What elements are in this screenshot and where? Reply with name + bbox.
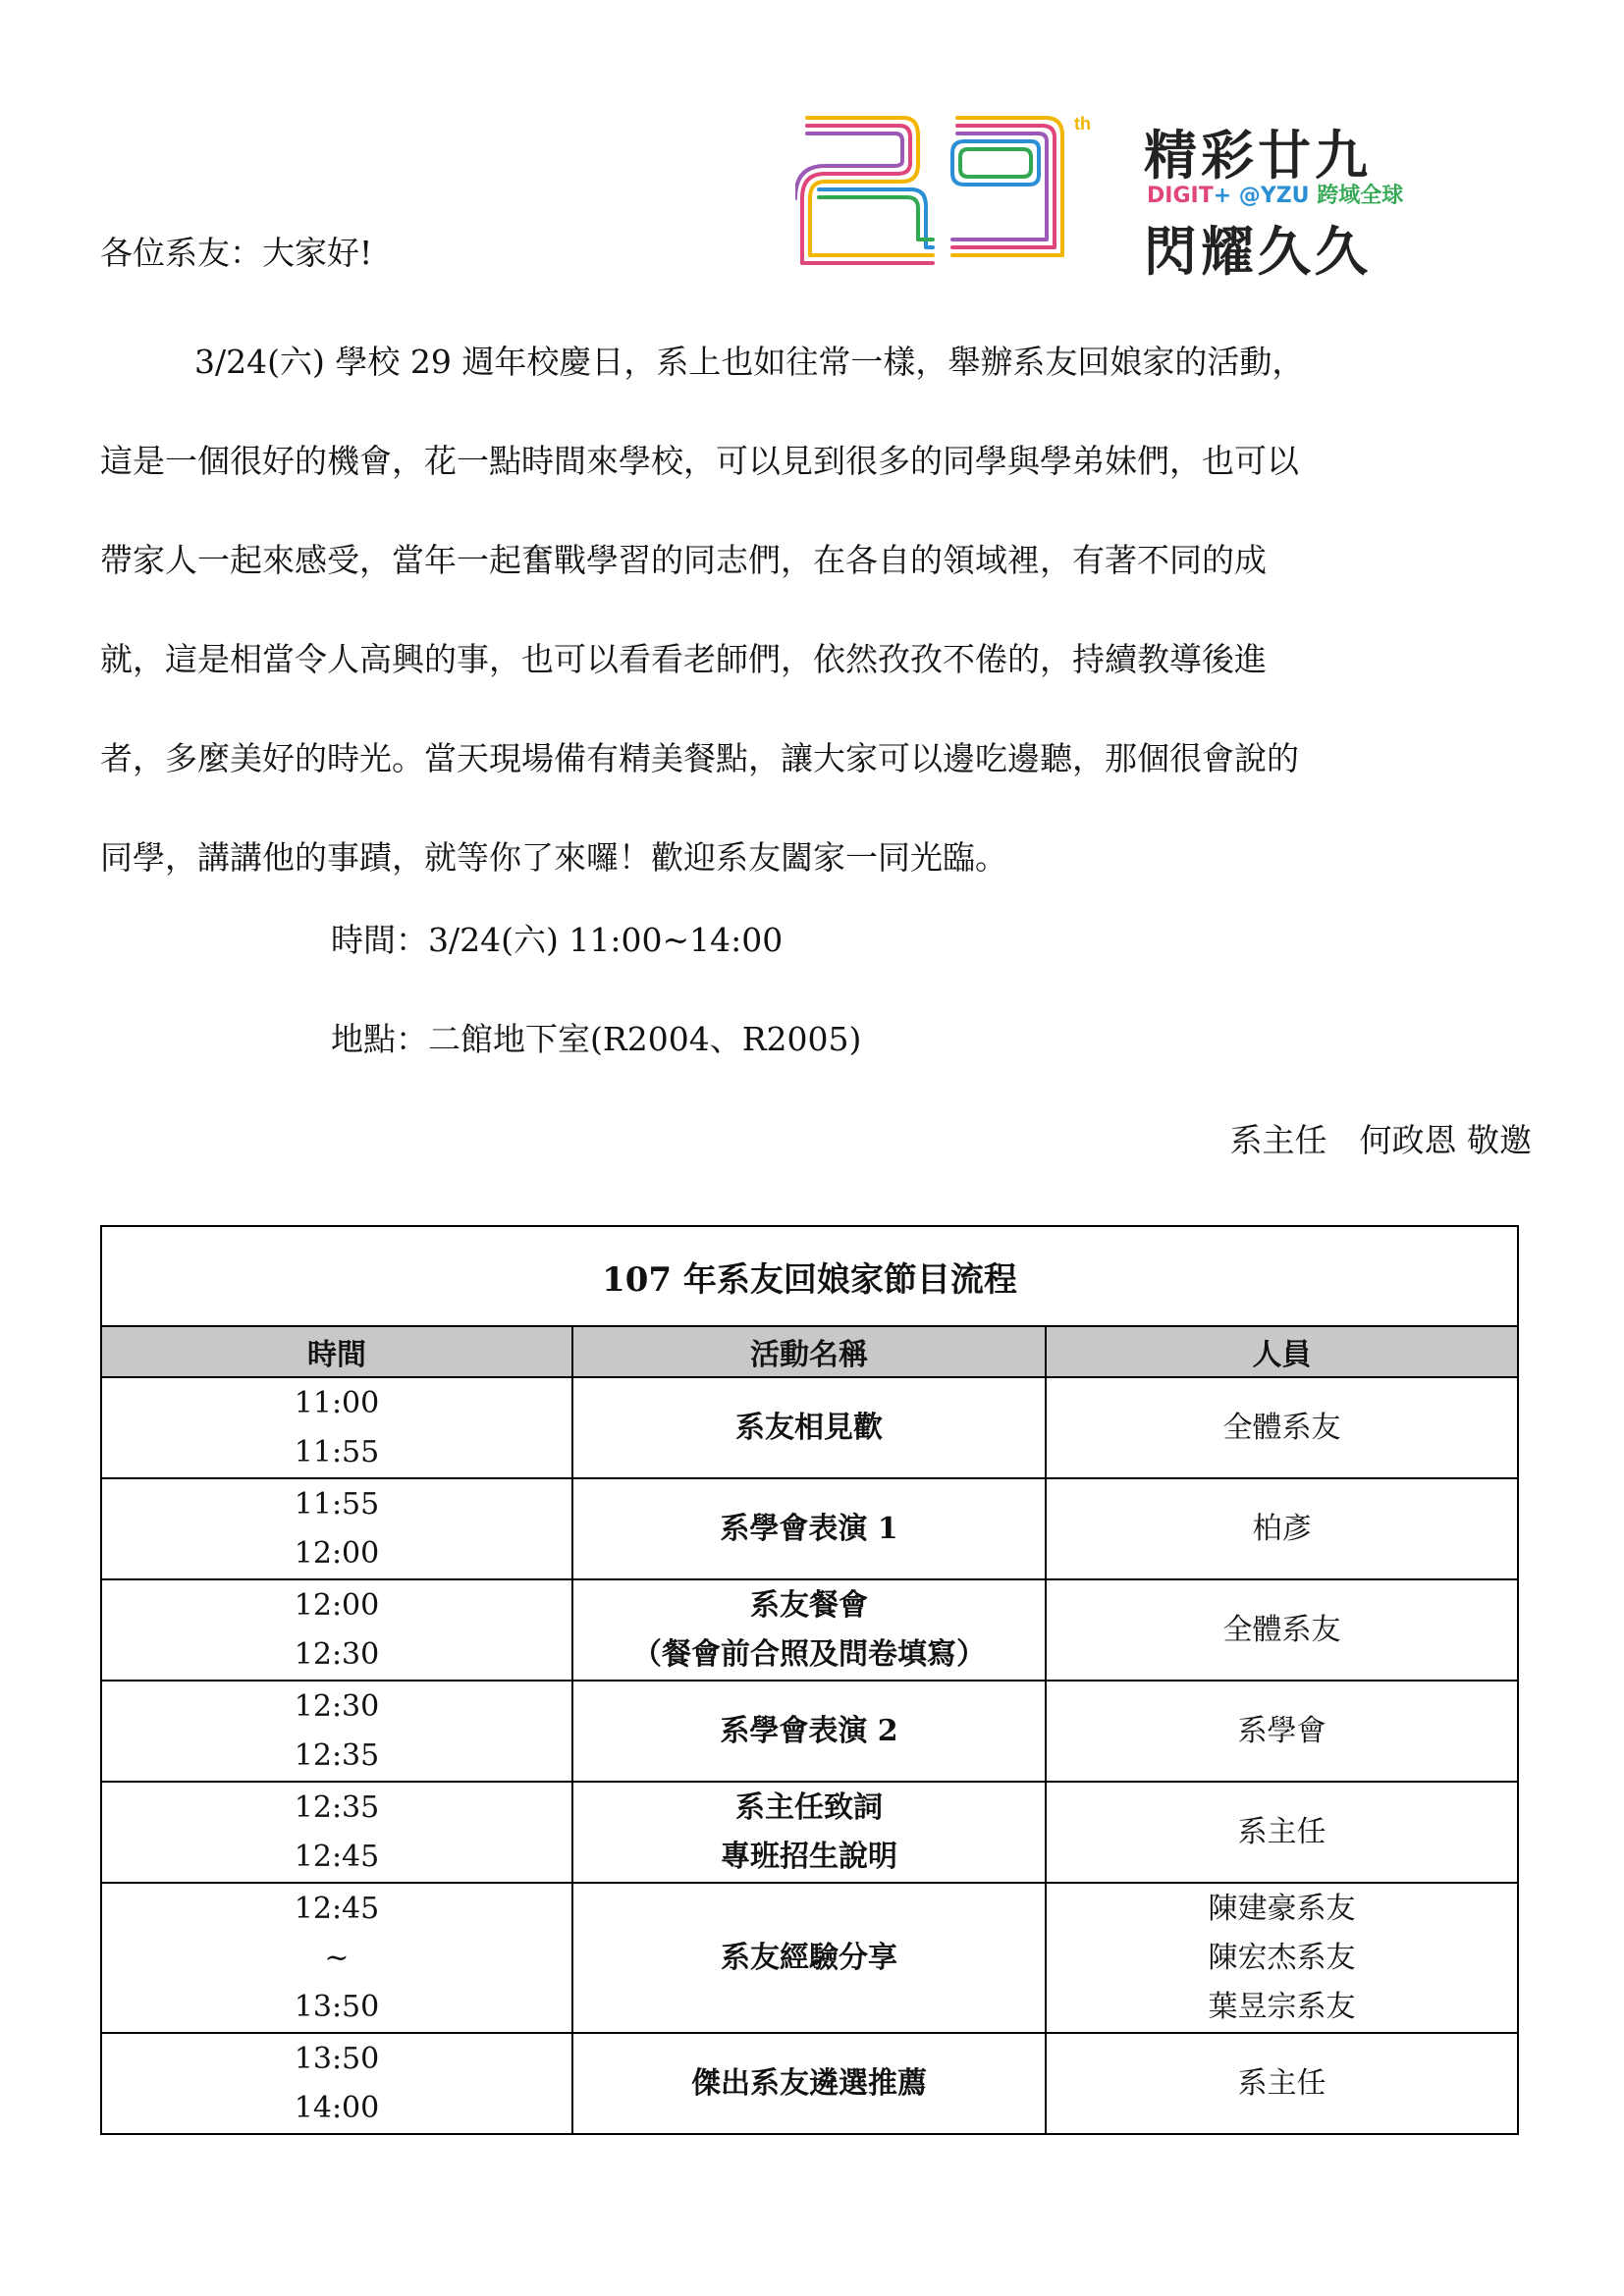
- time-start: 12:35: [294, 1789, 380, 1825]
- table-row: [101, 1681, 1518, 1782]
- logo-subtitle-global: 跨域全球: [1317, 184, 1404, 208]
- person-line: 陳宏杰系友: [1208, 1940, 1356, 1975]
- time-start: 12:45: [294, 1891, 380, 1926]
- event-time: 時間：3/24(六) 11:00~14:00: [331, 921, 784, 959]
- logo-29-graphic: [795, 108, 1070, 265]
- signature: 系主任 何政恩 敬邀: [1229, 1121, 1532, 1159]
- activity-line: （餐會前合照及問卷填寫）: [632, 1636, 986, 1672]
- activity-cell: [572, 2033, 1046, 2134]
- schedule-table: [100, 1225, 1519, 2135]
- table-row: [101, 1883, 1518, 2033]
- logo-subtitle: [1147, 179, 1403, 209]
- person-line: 全體系友: [1222, 1410, 1341, 1445]
- time-start: 12:00: [294, 1587, 380, 1623]
- time-cell: [101, 1377, 572, 1478]
- time-cell: [101, 1883, 572, 2033]
- time-separator: ~: [324, 1940, 350, 1975]
- time-end: 11:55: [294, 1434, 380, 1469]
- paragraph-line: 3/24(六) 學校 29 週年校慶日，系上也如往常一樣，舉辦系友回娘家的活動，: [194, 343, 1305, 381]
- person-line: 葉昱宗系友: [1208, 1989, 1356, 2024]
- greeting: 各位系友：大家好!: [100, 234, 373, 272]
- people-cell: [1046, 1377, 1518, 1478]
- time-end: 14:00: [294, 2090, 380, 2125]
- paragraph-line: 就，這是相當令人高興的事，也可以看看老師們，依然孜孜不倦的，持續教導後進: [100, 640, 1267, 678]
- table-row: [101, 1579, 1518, 1681]
- paragraph-line: 者，多麼美好的時光。當天現場備有精美餐點，讓大家可以邊吃邊聽，那個很會說的: [100, 739, 1299, 777]
- header-activity: 活動名稱: [572, 1326, 1046, 1377]
- activity-line: 專班招生說明: [721, 1839, 897, 1874]
- time-start: 13:50: [294, 2041, 380, 2076]
- activity-cell: [572, 1377, 1046, 1478]
- event-place: 地點：二館地下室(R2004、R2005): [331, 1020, 862, 1058]
- activity-line: 系學會表演 1: [720, 1511, 898, 1546]
- activity-cell: [572, 1782, 1046, 1883]
- activity-cell: [572, 1478, 1046, 1579]
- time-cell: [101, 1782, 572, 1883]
- person-line: 系學會: [1237, 1713, 1326, 1748]
- schedule-title: 107 年系友回娘家節目流程: [101, 1226, 1518, 1326]
- people-cell: [1046, 1782, 1518, 1883]
- invitation-paragraph: [100, 312, 1553, 907]
- time-cell: [101, 1579, 572, 1681]
- paragraph-line: 這是一個很好的機會，花一點時間來學校，可以見到很多的同學與學弟妹們，也可以: [100, 442, 1299, 480]
- activity-line: 系學會表演 2: [720, 1713, 898, 1748]
- people-cell: [1046, 1681, 1518, 1782]
- activity-line: 系友經驗分享: [721, 1940, 897, 1975]
- time-end: 12:35: [294, 1737, 380, 1773]
- time-start: 12:30: [294, 1688, 380, 1724]
- paragraph-line: 帶家人一起來感受，當年一起奮戰學習的同志們，在各自的領域裡，有著不同的成: [100, 541, 1267, 579]
- people-cell: [1046, 2033, 1518, 2134]
- people-cell: [1046, 1478, 1518, 1579]
- paragraph-line: 同學，講講他的事蹟，就等你了來囉！歡迎系友闔家一同光臨。: [100, 838, 1007, 877]
- logo-subtitle-yzu: + @YZU: [1213, 184, 1310, 208]
- table-row: [101, 1377, 1518, 1478]
- time-cell: [101, 1478, 572, 1579]
- table-caption-row: [101, 1226, 1518, 1326]
- activity-line: 系友相見歡: [735, 1410, 883, 1445]
- table-row: [101, 2033, 1518, 2134]
- anniversary-logo: [795, 108, 1542, 283]
- logo-subtitle-digit: DIGIT: [1147, 184, 1214, 208]
- activity-line: 傑出系友遴選推薦: [691, 2065, 927, 2101]
- logo-title-line1: 精彩廿九: [1144, 125, 1372, 187]
- activity-cell: [572, 1681, 1046, 1782]
- time-start: 11:55: [294, 1486, 380, 1522]
- person-line: 柏彥: [1252, 1511, 1312, 1546]
- people-cell: [1046, 1883, 1518, 2033]
- time-cell: [101, 2033, 572, 2134]
- table-row: [101, 1478, 1518, 1579]
- person-line: 全體系友: [1222, 1612, 1341, 1647]
- logo-title-line2: 閃耀久久: [1144, 221, 1372, 283]
- header-time: 時間: [101, 1326, 572, 1377]
- table-header-row: [101, 1326, 1518, 1377]
- activity-cell: [572, 1883, 1046, 2033]
- time-end: 12:45: [294, 1839, 380, 1874]
- person-line: 系主任: [1237, 1814, 1326, 1849]
- time-end: 12:30: [294, 1636, 380, 1672]
- table-row: [101, 1782, 1518, 1883]
- time-cell: [101, 1681, 572, 1782]
- activity-line: 系友餐會: [750, 1587, 868, 1623]
- person-line: 系主任: [1237, 2065, 1326, 2101]
- time-start: 11:00: [294, 1385, 380, 1420]
- activity-cell: [572, 1579, 1046, 1681]
- logo-superscript: th: [1074, 114, 1091, 133]
- header-people: 人員: [1046, 1326, 1518, 1377]
- people-cell: [1046, 1579, 1518, 1681]
- activity-line: 系主任致詞: [735, 1789, 883, 1825]
- time-end: 12:00: [294, 1535, 380, 1571]
- time-end: 13:50: [294, 1989, 380, 2024]
- person-line: 陳建豪系友: [1208, 1891, 1356, 1926]
